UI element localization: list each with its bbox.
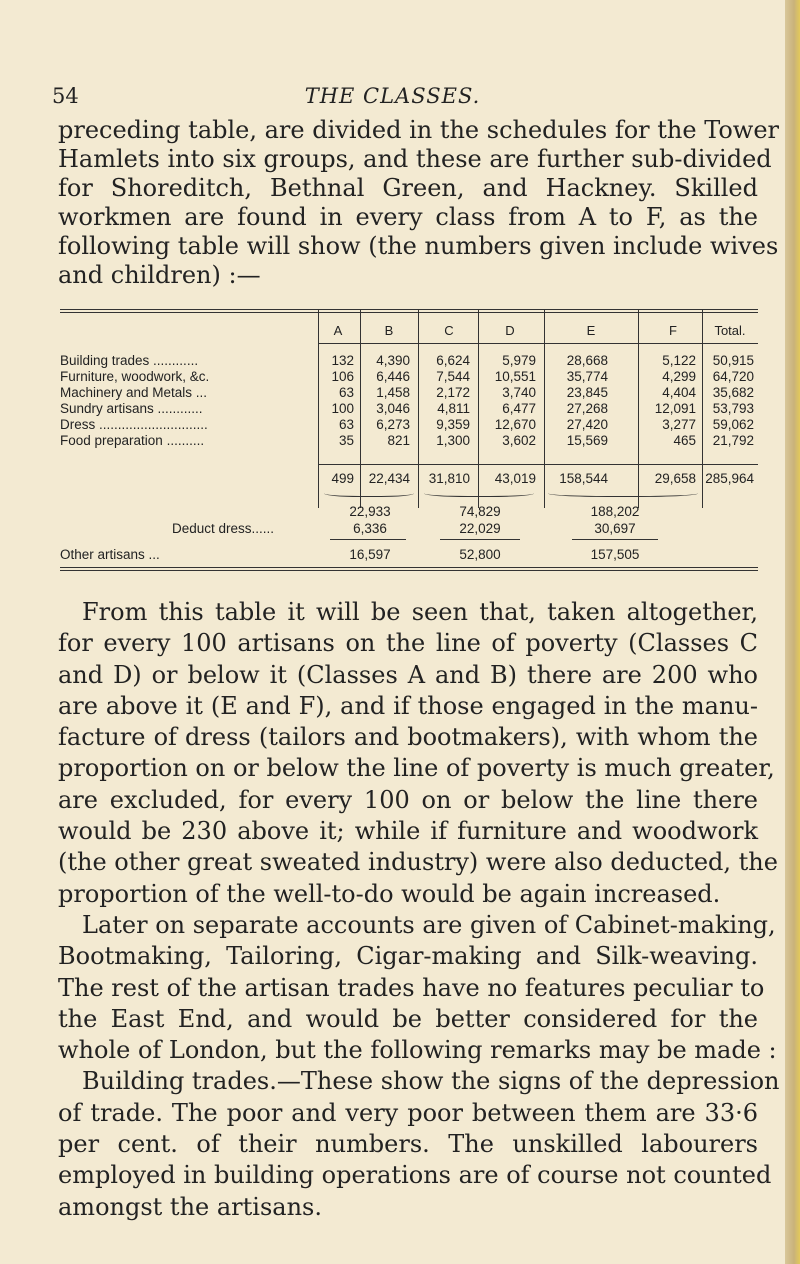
table-bottom-rule [60,570,758,571]
table-top-rule [60,312,758,313]
column-header-d: D [505,323,515,338]
table-cell: 4,404 [662,385,696,400]
table-cell: 4,299 [662,369,696,384]
table-cell: 5,122 [662,353,696,368]
table-cell: 821 [387,433,410,448]
text-line: Bootmaking, Tailoring, Cigar-making and Silk-weaving. [58,942,758,971]
group-total: 188,202 [590,504,640,519]
table-cell: 6,446 [376,369,410,384]
text-line: facture of dress (tailors and bootmakers), with whom the [58,723,758,752]
table-cell: 6,477 [502,401,536,416]
table-cell: 6,624 [436,353,470,368]
deduct-value: 6,336 [353,521,387,536]
table-cell: 2,172 [436,385,470,400]
table-cell: 27,268 [566,401,608,416]
text-line: are above it (E and F), and if those engaged in the manu- [58,691,758,720]
subtraction-rule [572,539,658,540]
page-edge [785,0,800,1264]
other-artisans-value: 52,800 [459,547,501,562]
table-cell: 12,670 [494,417,536,432]
page-number: 54 [52,84,79,108]
row-label: Food preparation .......... [60,433,205,448]
deduct-value: 30,697 [594,521,636,536]
body-paragraph [58,597,780,1223]
text-line: Building trades.—These show the signs of the depression [82,1067,780,1096]
total-cell: 22,434 [368,471,410,486]
column-header-b: B [384,323,394,338]
text-line: and children) :— [58,261,261,289]
table-cell: 15,569 [566,433,608,448]
text-line: workmen are found in every class from A to F, as the [58,203,758,231]
deduct-value: 22,029 [459,521,501,536]
text-line: the East End, and would be better considered for the [58,1004,758,1033]
page-header [0,84,785,114]
total-cell: 499 [331,471,354,486]
text-line: for every 100 artisans on the line of poverty (Classes C [58,629,758,658]
table-cell: 21,792 [712,433,754,448]
table-cell: 132 [331,353,354,368]
table-top-rule [60,309,758,310]
text-line: Later on separate accounts are given of Cabinet-making, [82,910,776,939]
text-line: following table will show (the numbers given include wives [58,232,779,260]
table-cell: 7,544 [436,369,470,384]
row-label: Furniture, woodwork, &c. [60,369,210,384]
text-line: The rest of the artisan trades have no features peculiar to [58,973,765,1002]
table-cell: 35 [338,433,354,448]
text-line: for Shoreditch, Bethnal Green, and Hackney. Skilled [58,174,758,202]
text-line: would be 230 above it; while if furniture and woodwork [58,817,758,846]
table-cell: 1,458 [376,385,410,400]
text-line: are excluded, for every 100 on or below the line there [58,785,758,814]
table-cell: 3,740 [502,385,536,400]
text-line: per cent. of their numbers. The unskilled labourers [58,1130,758,1159]
table-cell: 3,277 [662,417,696,432]
table-cell: 9,359 [436,417,470,432]
group-brace [324,488,414,497]
group-total: 22,933 [349,504,391,519]
other-artisans-value: 16,597 [349,547,391,562]
table-cell: 35,774 [566,369,608,384]
table-cell: 23,845 [566,385,608,400]
table-cell: 28,668 [566,353,608,368]
text-line: of trade. The poor and very poor between them are 33·6 [58,1098,758,1127]
table-cell: 63 [338,417,354,432]
deduct-label: Deduct dress...... [172,521,275,536]
column-header-a: A [333,323,343,338]
table-cell: 50,915 [712,353,754,368]
text-line: (the other great sweated industry) were also deducted, the [58,848,778,877]
group-total: 74,829 [459,504,501,519]
row-label: Dress ............................. [60,417,208,432]
column-header-f: F [669,323,677,338]
table-bottom-rule [60,567,758,568]
table-cell: 4,390 [376,353,410,368]
table-cell: 6,273 [376,417,410,432]
total-cell: 285,964 [705,471,754,486]
table-cell: 27,420 [566,417,608,432]
text-line: employed in building operations are of course not counted [58,1161,772,1190]
classes-table [60,309,758,601]
column-header-total: Total. [714,323,746,338]
row-label: Building trades ............ [60,353,199,368]
total-cell: 43,019 [494,471,536,486]
table-cell: 465 [673,433,696,448]
text-line: proportion of the well-to-do would be again increased. [58,879,721,908]
table-cell: 35,682 [712,385,754,400]
table-cell: 106 [331,369,354,384]
intro-paragraph [58,116,780,290]
text-line: and D) or below it (Classes A and B) there are 200 who [58,660,758,689]
table-cell: 12,091 [654,401,696,416]
table-cell: 64,720 [712,369,754,384]
table-cell: 100 [331,401,354,416]
column-header-e: E [586,323,596,338]
other-artisans-label: Other artisans ... [60,547,160,562]
table-cell: 5,979 [502,353,536,368]
row-label: Sundry artisans ............ [60,401,203,416]
table-cell: 63 [338,385,354,400]
subtraction-rule [330,539,406,540]
text-line: From this table it will be seen that, taken altogether, [82,598,758,626]
header-rule [318,343,758,344]
column-header-c: C [444,323,454,338]
total-cell: 158,544 [559,471,608,486]
totals-rule [318,464,758,465]
table-cell: 53,793 [712,401,754,416]
table-cell: 10,551 [494,369,536,384]
row-label: Machinery and Metals ... [60,385,208,400]
other-artisans-value: 157,505 [590,547,640,562]
subtraction-rule [440,539,520,540]
text-line: amongst the artisans. [58,1192,322,1221]
group-brace [424,488,534,497]
text-line: whole of London, but the following remarks may be made : [58,1036,777,1065]
text-line: Hamlets into six groups, and these are further sub-divided [58,145,772,173]
total-cell: 29,658 [654,471,696,486]
table-cell: 59,062 [712,417,754,432]
running-title: THE CLASSES. [304,84,481,108]
table-cell: 3,602 [502,433,536,448]
text-line: preceding table, are divided in the schedules for the Tower [58,116,780,144]
total-cell: 31,810 [428,471,470,486]
table-cell: 4,811 [437,401,470,416]
table-cell: 1,300 [436,433,470,448]
text-line: proportion on or below the line of poverty is much greater, [58,754,775,783]
table-cell: 3,046 [376,401,410,416]
group-brace [548,488,698,497]
